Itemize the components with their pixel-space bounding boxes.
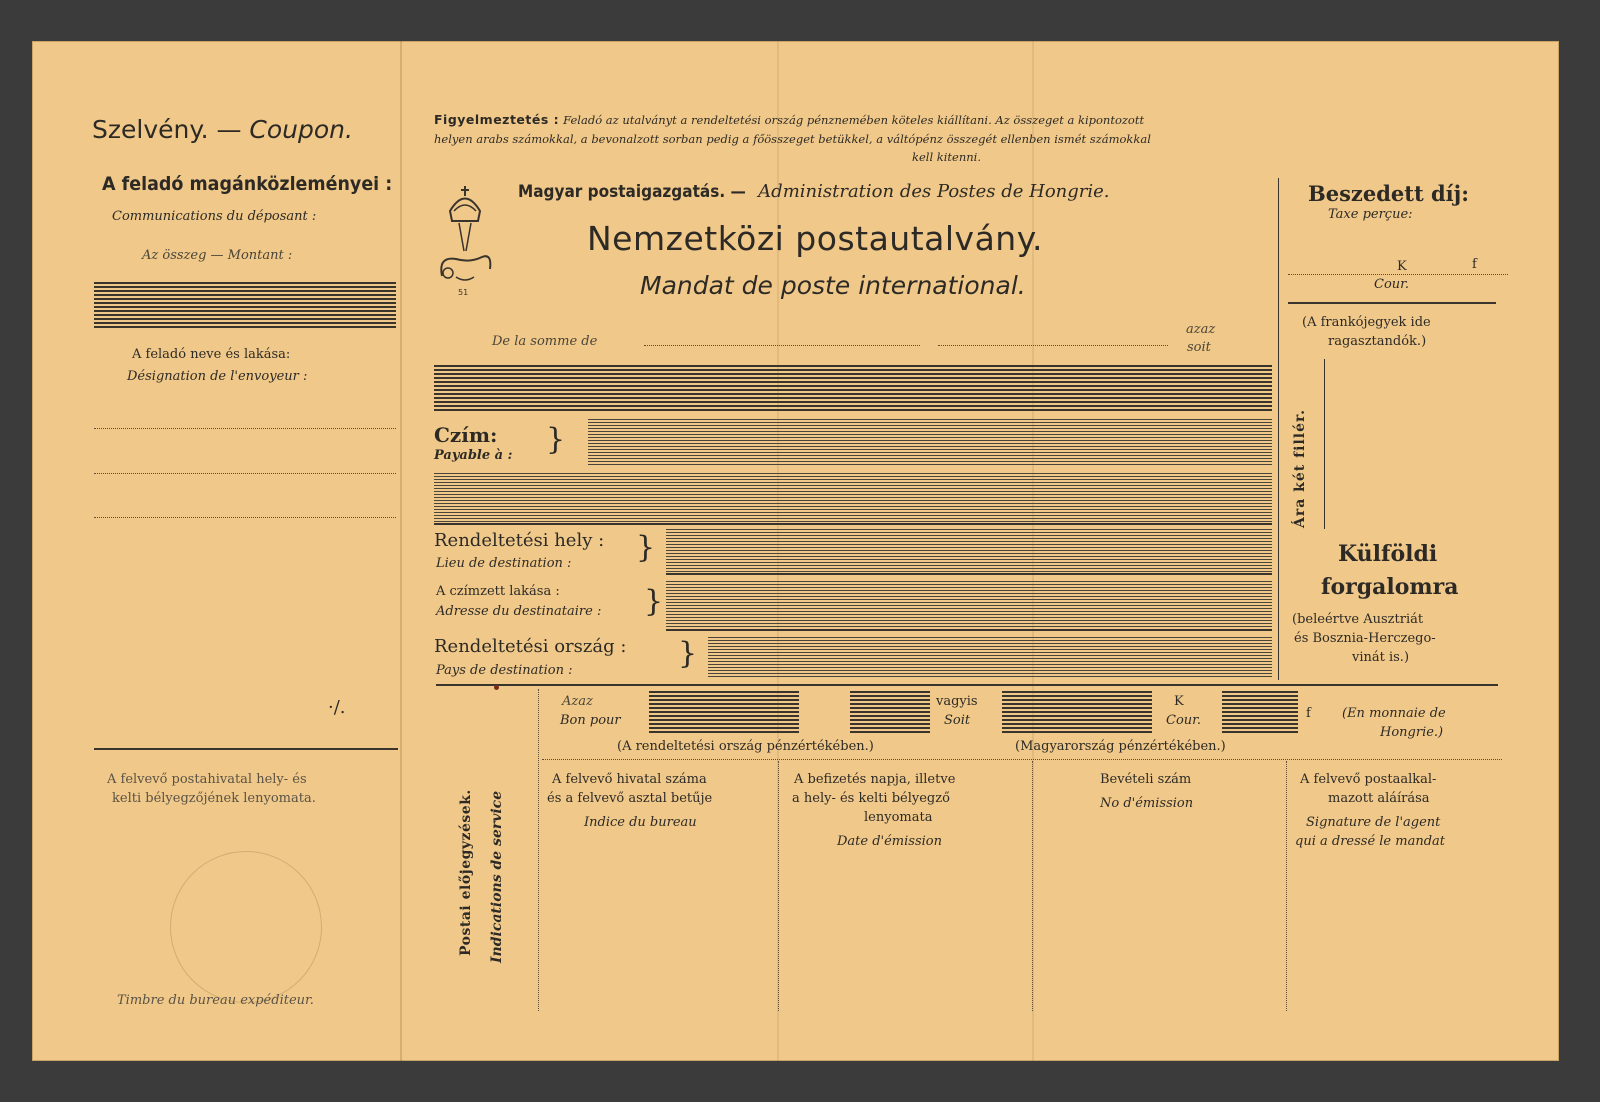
administration-hu: Magyar postaigazgatás. — [518, 182, 746, 202]
warning-text-1: Feladó az utalványt a rendeltetési ország pénznemében köteles kiállítani. Az összeget a kipontozott [563, 113, 1145, 127]
sender-line [94, 428, 396, 429]
service-k: K [1174, 694, 1184, 709]
payee-field-2[interactable] [434, 473, 1272, 523]
coupon-perforation [400, 41, 402, 1061]
service-column-divider [538, 689, 539, 1011]
payment-date-fr: Date d'émission [837, 834, 942, 849]
coupon-divider [94, 748, 398, 750]
hungarian-cents-field[interactable] [1222, 691, 1298, 733]
amount-label: Az összeg — Montant : [142, 248, 293, 263]
en-monnaie-1: (En monnaie de [1342, 706, 1446, 721]
service-soit: Soit [944, 713, 971, 728]
destination-place-field[interactable] [666, 529, 1272, 573]
destination-country-hu: Rendeltetési ország : [434, 636, 627, 657]
form-title-hu: Nemzetközi postautalvány. [587, 219, 1044, 258]
sender-line [94, 517, 396, 518]
agent-signature-hu-1: A felvevő postaalkal- [1300, 772, 1437, 787]
fee-f: f [1472, 257, 1477, 272]
payee-field[interactable] [588, 419, 1272, 467]
payee-underline [434, 523, 1272, 525]
recipient-address-hu: A czímzett lakása : [436, 584, 560, 599]
foreign-label-1: Külföldi [1338, 541, 1438, 567]
service-column-divider [1032, 761, 1033, 1011]
hungarian-currency-note: (Magyarország pénzértékében.) [1015, 739, 1226, 754]
coupon-title [92, 115, 353, 144]
fee-divider [1288, 302, 1496, 304]
including-note-1: (beleértve Ausztriát [1292, 612, 1424, 627]
office-number-hu-1: A felvevő hivatal száma [552, 772, 707, 787]
including-note-3: vinát is.) [1352, 650, 1410, 665]
destination-country-field[interactable] [708, 637, 1272, 679]
including-note-2: és Bosznia-Herczego- [1294, 631, 1436, 646]
fee-title-fr: Taxe perçue: [1328, 207, 1413, 222]
form-title-fr: Mandat de poste international. [640, 271, 1026, 300]
service-azaz: Azaz [562, 694, 593, 709]
recipient-address-fr: Adresse du destinataire : [436, 604, 602, 619]
svg-text:51: 51 [458, 288, 469, 297]
azaz-label: azaz [1186, 322, 1216, 337]
payment-date-hu-2: a hely- és kelti bélyegző [792, 791, 950, 806]
address-brace: } [546, 422, 566, 457]
agent-signature-fr-2: qui a dressé le mandat [1295, 834, 1445, 849]
sender-label-fr: Désignation de l'envoyeur : [127, 369, 308, 384]
recipient-address-field[interactable] [666, 581, 1272, 627]
destination-currency-note: (A rendeltetési ország pénzértékében.) [617, 739, 874, 754]
receipt-number-hu: Bevételi szám [1100, 772, 1192, 787]
amount-in-words-field[interactable] [434, 365, 1272, 413]
foreign-cents-field[interactable] [850, 691, 930, 733]
fee-k: K [1397, 259, 1407, 274]
payment-date-hu-1: A befizetés napja, illetve [794, 772, 956, 787]
destination-brace: } [636, 530, 656, 565]
service-f: f [1306, 706, 1311, 721]
service-cour: Cour. [1166, 713, 1202, 728]
warning-line-1 [434, 112, 1144, 127]
warning-text-2: helyen arabs számokkal, a bevonalzott sorban pedig a főösszeget betükkel, a váltópénz összegét ellenben ismét számokkal [434, 132, 1151, 146]
service-vagyis: vagyis [936, 694, 978, 709]
stamp-label-fr: Timbre du bureau expéditeur. [117, 993, 314, 1008]
stamp-label-hu-2: kelti bélyegzőjének lenyomata. [112, 791, 316, 806]
sum-field-line-2[interactable] [938, 345, 1168, 346]
coupon-title-hu: Szelvény. — [92, 115, 242, 144]
address-label-fr: Payable à : [434, 448, 513, 463]
private-communications-fr: Communications du déposant : [112, 209, 317, 224]
warning-text-3: kell kitenni. [912, 150, 982, 164]
stamps-label-1: (A frankójegyek ide [1302, 315, 1431, 330]
en-monnaie-2: Hongrie.) [1380, 725, 1444, 740]
service-vertical-hu: Postai előjegyzések. [458, 789, 474, 956]
sum-field-line[interactable] [644, 345, 920, 346]
fee-title-hu: Beszedett díj: [1308, 181, 1469, 206]
price-vertical: Ára két fillér. [1292, 409, 1308, 528]
service-grid-rule [542, 759, 1502, 760]
sum-label: De la somme de [492, 334, 598, 349]
payment-date-hu-3: lenyomata [864, 810, 933, 825]
service-bon-pour: Bon pour [560, 713, 621, 728]
fee-amount-line [1288, 274, 1508, 275]
stamp-label-hu-1: A felvevő postahivatal hely- és [107, 772, 307, 787]
receipt-number-fr: No d'émission [1100, 796, 1194, 811]
service-column-divider [778, 761, 779, 1011]
destination-place-hu: Rendeltetési hely : [434, 530, 605, 551]
coupon-amount-field [94, 282, 396, 328]
stamps-label-2: ragasztandók.) [1328, 334, 1427, 349]
destination-underline [666, 573, 1272, 575]
agent-signature-fr-1: Signature de l'agent [1306, 815, 1441, 830]
service-top-rule [436, 684, 1498, 686]
service-vertical-fr: Indications de service [489, 790, 505, 963]
destination-country-fr: Pays de destination : [436, 663, 573, 678]
foreign-amount-field[interactable] [649, 691, 799, 733]
agent-signature-hu-2: mazott aláírása [1328, 791, 1430, 806]
hungarian-amount-field[interactable] [1002, 691, 1152, 733]
office-number-hu-2: és a felvevő asztal betűje [547, 791, 713, 806]
stamp-circle [170, 851, 322, 1003]
stamp-area-border [1324, 359, 1325, 529]
country-brace: } [678, 636, 698, 671]
service-column-divider [1286, 761, 1287, 1011]
administration-fr: Administration des Postes de Hongrie. [758, 181, 1110, 202]
address-label-hu: Czím: [434, 423, 498, 447]
ink-dot [494, 685, 499, 690]
private-communications-hu: A feladó magánközleményei : [102, 173, 393, 195]
coat-of-arms-crown-posthorn-icon [434, 181, 496, 301]
sender-line [94, 473, 396, 474]
office-number-fr: Indice du bureau [584, 815, 697, 830]
recipient-brace: } [644, 584, 664, 619]
foreign-label-2: forgalomra [1321, 574, 1459, 600]
recipient-underline [666, 629, 1272, 631]
soit-label: soit [1187, 340, 1211, 355]
administration-line [518, 181, 1110, 202]
money-order-form [32, 41, 1559, 1061]
warning-label: Figyelmeztetés : [434, 112, 560, 127]
coupon-title-fr: Coupon. [249, 115, 353, 144]
sender-label-hu: A feladó neve és lakása: [132, 347, 291, 362]
fee-box-border [1278, 178, 1279, 680]
coupon-mark: ·/. [328, 697, 346, 718]
fee-cour: Cour. [1374, 277, 1410, 292]
destination-place-fr: Lieu de destination : [436, 556, 572, 571]
